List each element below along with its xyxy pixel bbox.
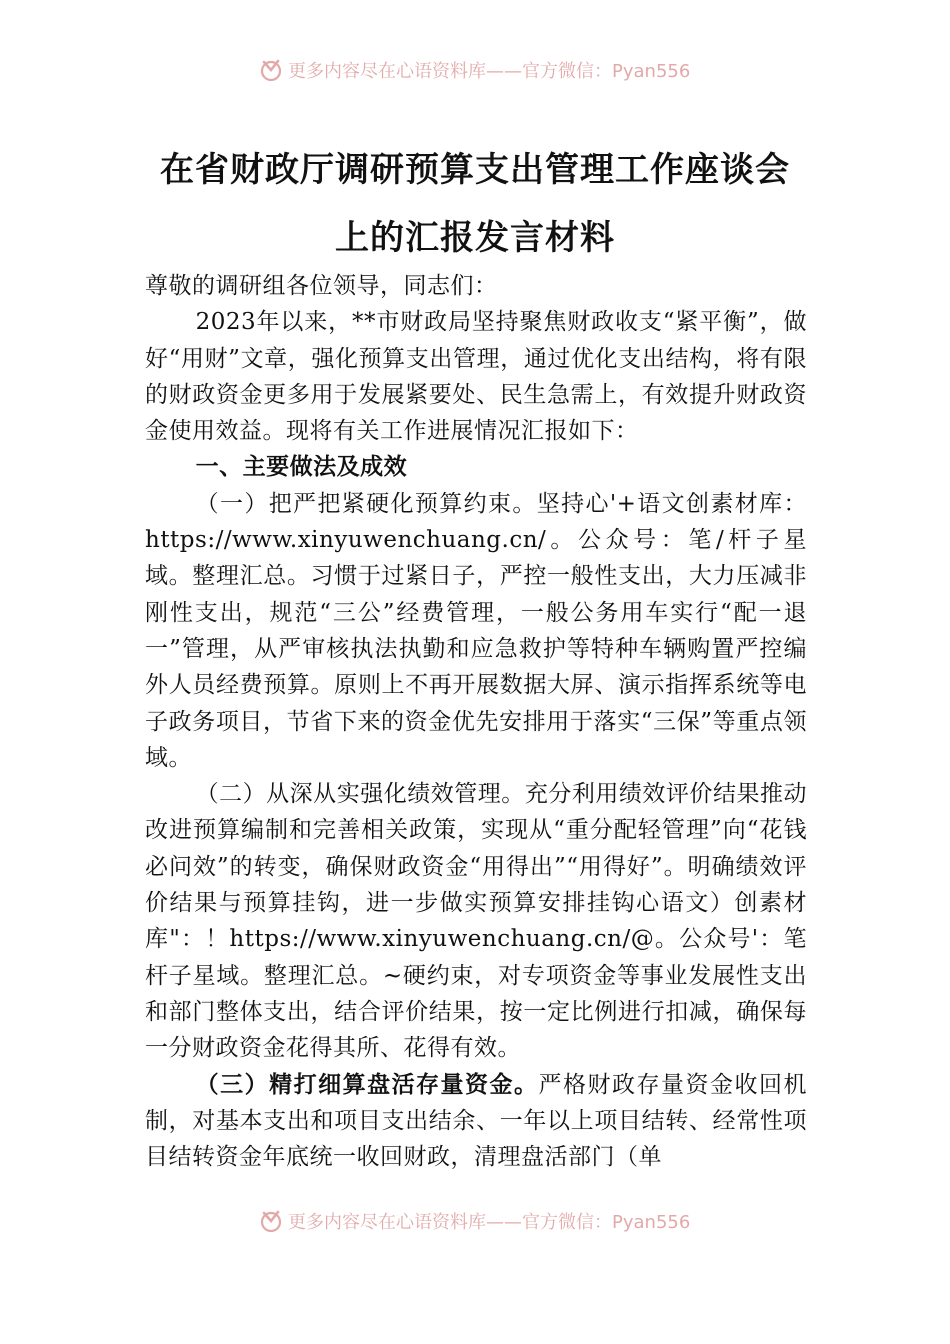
watermark-header xyxy=(258,57,690,83)
section-heading-1: 一、主要做法及成效 xyxy=(195,454,408,481)
document-title-line-1: 在省财政厅调研预算支出管理工作座谈会 xyxy=(160,150,790,190)
watermark-footer xyxy=(258,1208,690,1234)
watermark-text: 更多内容尽在心语资料库——官方微信：Pyan556 xyxy=(288,61,691,82)
paragraph-1: （一）把严把紧硬化预算约束。坚持心'+语文创素材库：https://www.xinyuwenchuang.cn/。公众号：笔/杆子星域。整理汇总。习惯于过紧日子，严控一般性支出，大力压减非刚性支出，规范“三公”经费管理，一般公务用车实行“配一退一”管理，从严审核执法执勤和应急救护等特种车辆购置严控编外人员经费预算。原则上不再开展数据大屏、演示指挥系统等电子政务项目，节省下来的资金优先安排用于落实“三保”等重点领域。 xyxy=(145,490,807,771)
paragraph-3 xyxy=(145,1067,807,1176)
logo-icon xyxy=(258,57,284,83)
paragraph-2: （二）从深从实强化绩效管理。充分利用绩效评价结果推动改进预算编制和完善相关政策，实现从“重分配轻管理”向“花钱必问效”的转变，确保财政资金“用得出”“用得好”。明确绩效评价结果与预算挂钩，进一步做实预算安排挂钩心语文）创素材库"：！https://www.xinyuwenchuang.cn/@。公众号'：笔杆子星域。整理汇总。~硬约束，对专项资金等事业发展性支出和部门整体支出，结合评价结果，按一定比例进行扣减，确保每一分财政资金花得其所、花得有效。 xyxy=(145,781,807,1062)
salutation: 尊敬的调研组各位领导，同志们： xyxy=(145,273,498,299)
watermark-text: 更多内容尽在心语资料库——官方微信：Pyan556 xyxy=(288,1212,691,1233)
document-body xyxy=(145,268,807,1175)
intro-paragraph: 2023年以来，**市财政局坚持聚焦财政收支“紧平衡”，做好“用财”文章，强化预算支出管理，通过优化支出结构，将有限的财政资金更多用于发展紧要处、民生急需上，有效提升财政资金使用效益。现将有关工作进展情况汇报如下： xyxy=(145,309,807,445)
paragraph-3-lead: （三）精打细算盘活存量资金。 xyxy=(195,1070,539,1098)
document-title-line-2: 上的汇报发言材料 xyxy=(335,218,615,258)
paragraph-3-text: 严格财政存量资金收回机制，对基本支出和项目支出结余、一年以上项目结转、经常性项目结转资金年底统一收回财政，清理盘活部门（单 xyxy=(145,1071,808,1171)
logo-icon xyxy=(258,1208,284,1234)
